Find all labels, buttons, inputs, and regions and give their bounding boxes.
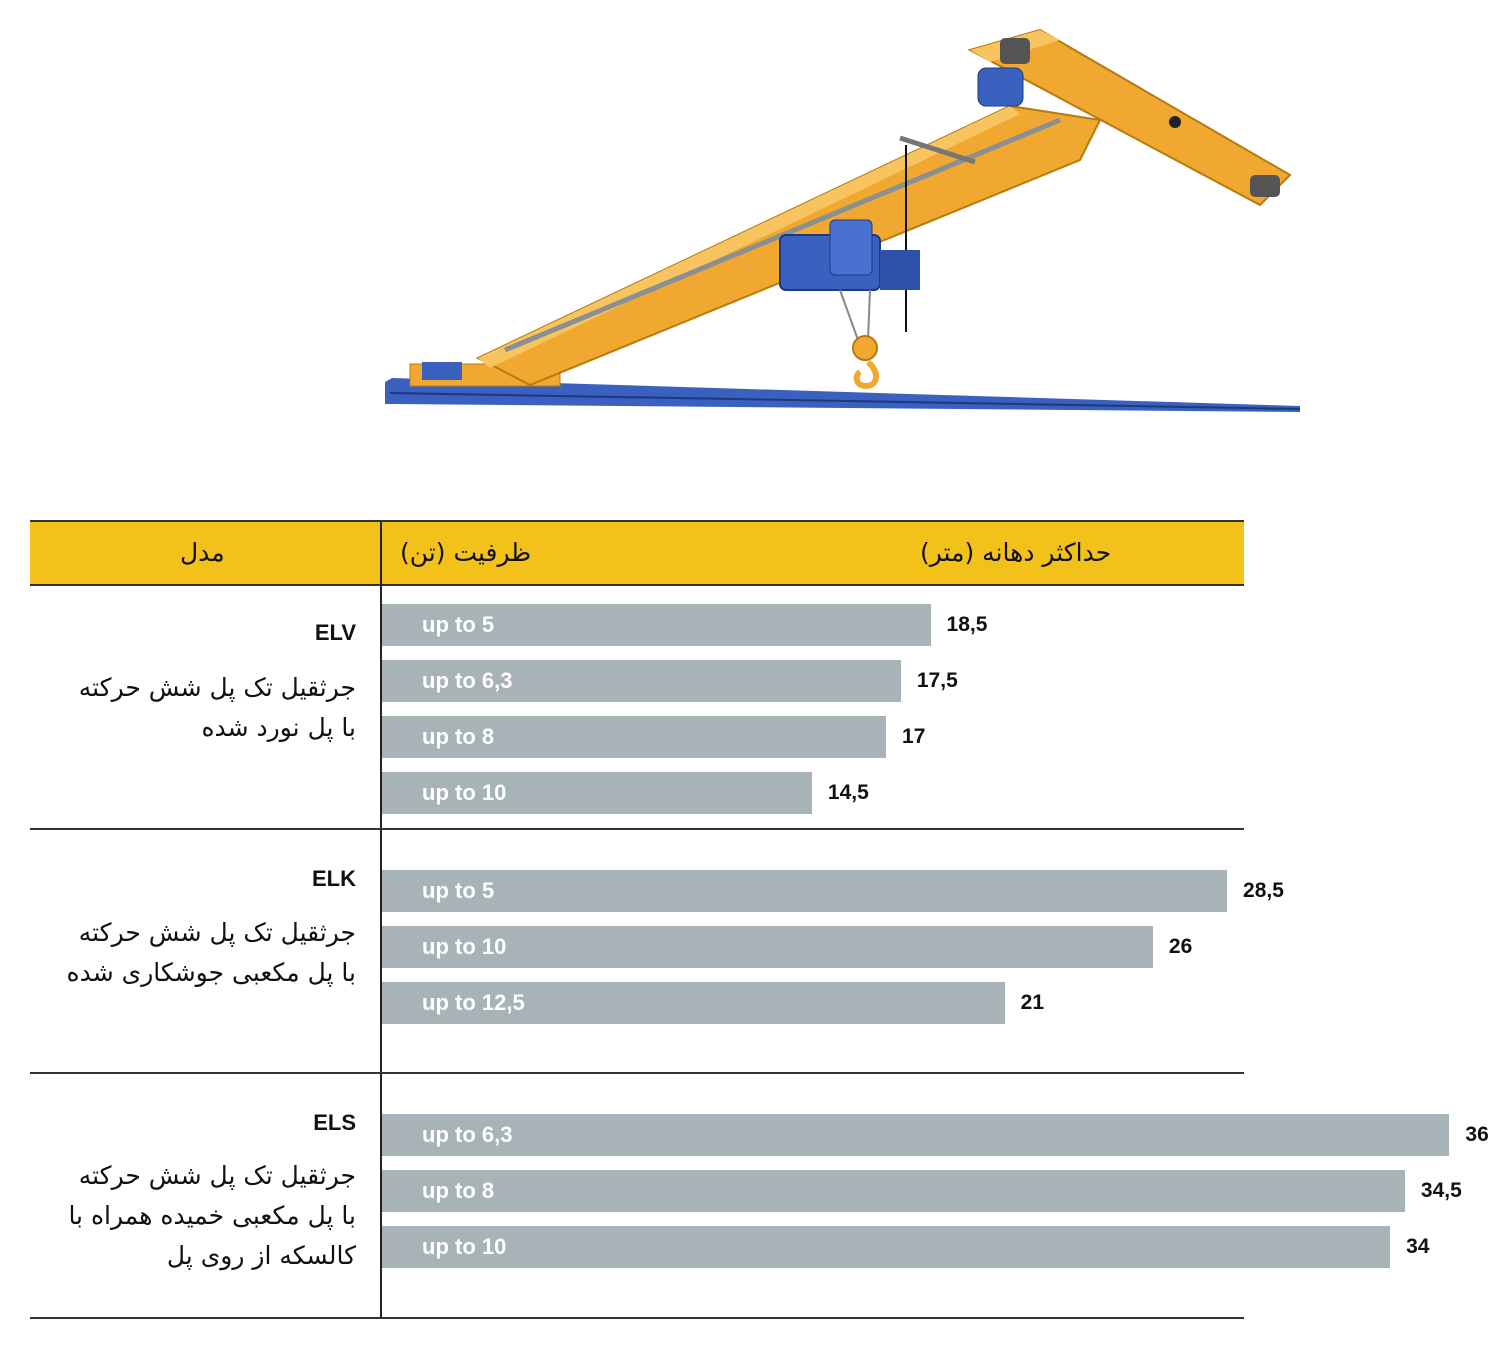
- bar-value-label: 18,5: [946, 613, 988, 636]
- bar-value-label: 26: [1168, 935, 1193, 958]
- bar-value-label: 17: [902, 725, 926, 748]
- bar: [382, 870, 1227, 912]
- bar-capacity-label: up to 8: [422, 724, 495, 749]
- description-line: با پل مکعبی جوشکاری شده: [66, 958, 356, 987]
- description-line: با پل مکعبی خمیده همراه با: [68, 1201, 356, 1230]
- hook-icon: [857, 362, 876, 386]
- bar-value-label: 17,5: [916, 669, 958, 692]
- header-span: حداکثر دهانه (متر): [920, 538, 1112, 567]
- header-model: مدل: [180, 538, 225, 567]
- spec-table: [30, 520, 1489, 1320]
- bar-capacity-label: up to 10: [422, 780, 507, 805]
- bar-capacity-label: up to 5: [422, 878, 495, 903]
- model-description-elv: [30, 668, 356, 748]
- description-line: جرثقیل تک پل شش حرکته: [78, 918, 356, 947]
- description-line: جرثقیل تک پل شش حرکته: [78, 673, 356, 702]
- model-code-els: ELS: [313, 1110, 356, 1135]
- bar-value-label: 36: [1465, 1123, 1489, 1146]
- bottom-rule: [30, 1317, 1244, 1319]
- model-description-elk: [30, 913, 356, 993]
- bar-capacity-label: up to 10: [422, 1234, 507, 1259]
- drive-motor: [978, 68, 1023, 106]
- group-rule: [30, 828, 1244, 830]
- bar-value-label: 34,5: [1420, 1179, 1462, 1202]
- bar: [382, 1226, 1390, 1268]
- bar-value-label: 28,5: [1243, 879, 1284, 902]
- bar: [382, 1114, 1449, 1156]
- bar-capacity-label: up to 6,3: [422, 668, 513, 693]
- header-rule: [30, 584, 1244, 586]
- model-code-elv: ELV: [314, 620, 356, 645]
- bar-capacity-label: up to 8: [422, 1178, 495, 1203]
- header-capacity: ظرفیت (تن): [400, 538, 532, 567]
- crane-illustration: [380, 10, 1310, 430]
- bar-value-label: 34: [1406, 1235, 1430, 1258]
- group-rule: [30, 1072, 1244, 1074]
- description-line: جرثقیل تک پل شش حرکته: [78, 1161, 356, 1190]
- model-code-elk: ELK: [312, 866, 356, 891]
- bar: [382, 1170, 1405, 1212]
- bar-capacity-label: up to 5: [422, 612, 495, 637]
- bar-capacity-label: up to 12,5: [422, 990, 525, 1015]
- bar-capacity-label: up to 10: [422, 934, 507, 959]
- description-line: با پل نورد شده: [201, 713, 356, 742]
- bar-capacity-label: up to 6,3: [422, 1122, 513, 1147]
- model-description-els: [30, 1156, 356, 1276]
- hook-block: [853, 336, 877, 360]
- description-line: کالسکه از روی پل: [166, 1241, 356, 1270]
- bar-value-label: 21: [1020, 991, 1044, 1014]
- bar-value-label: 14,5: [827, 781, 869, 804]
